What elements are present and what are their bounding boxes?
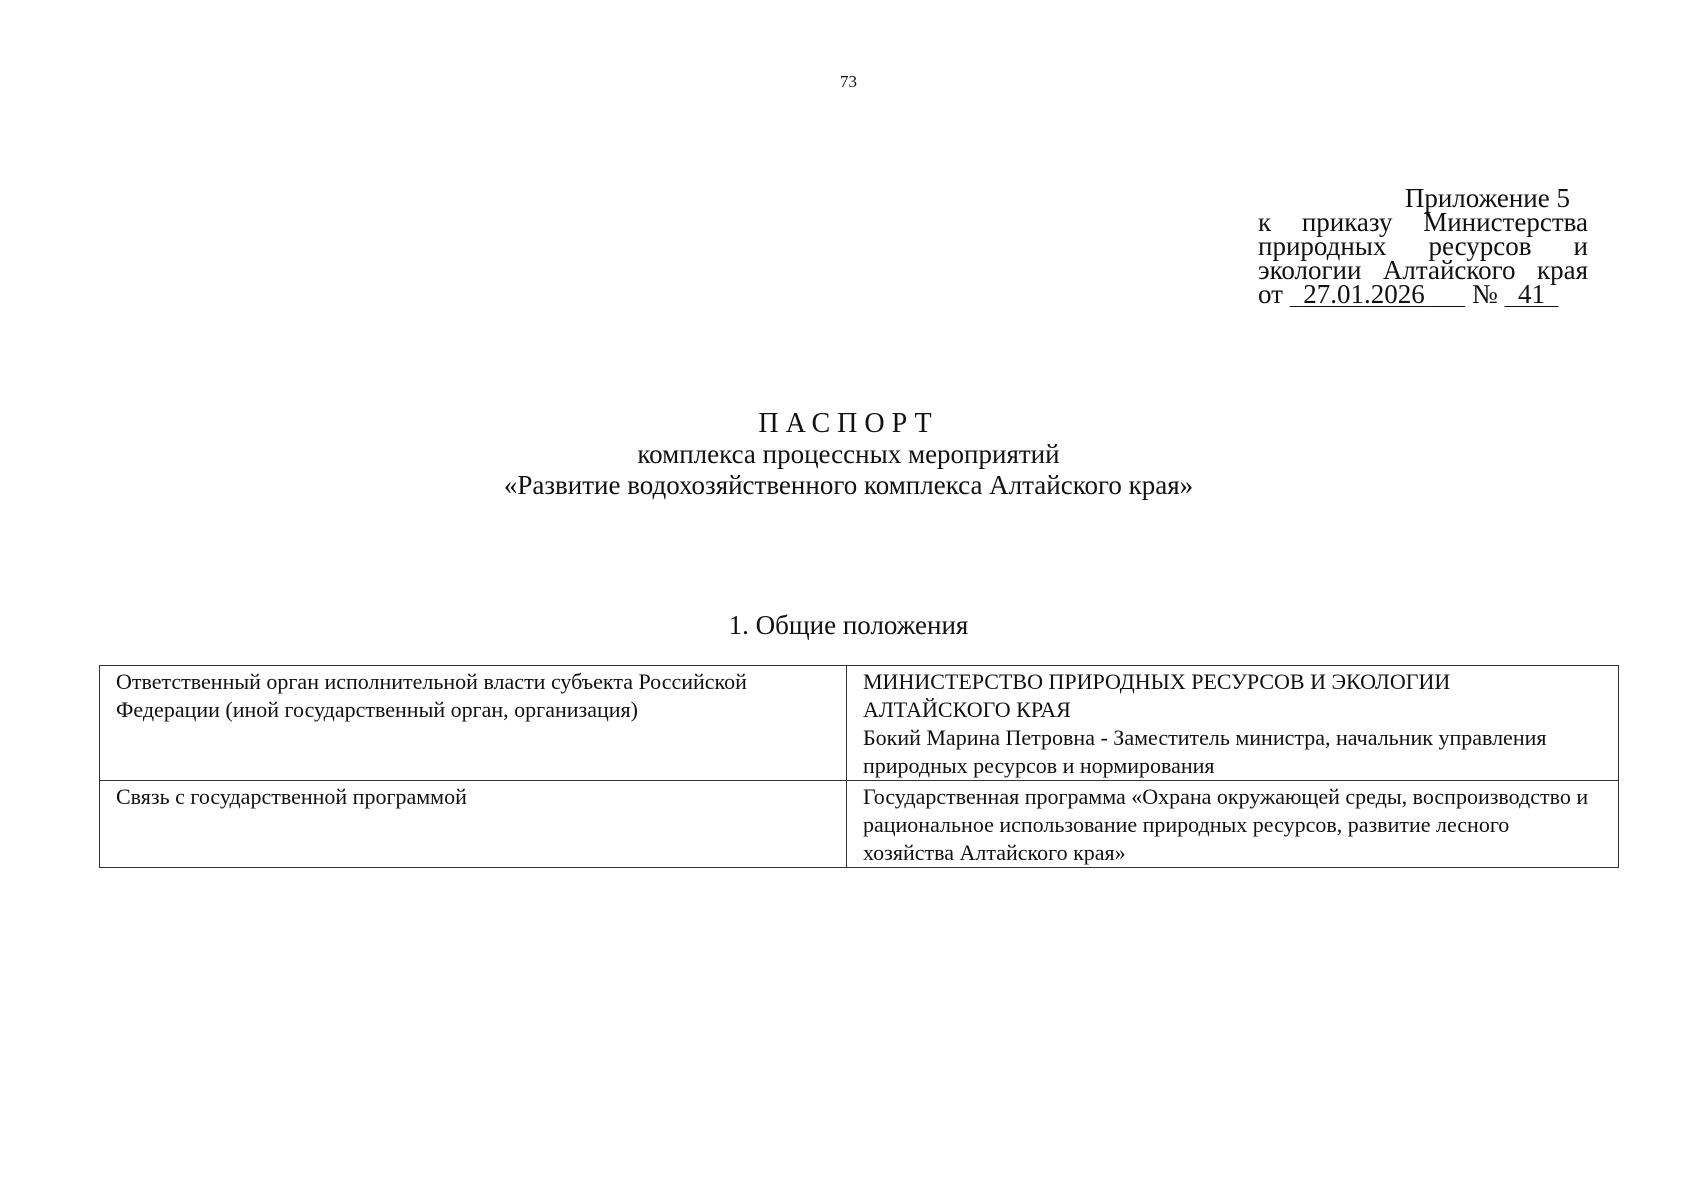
passport-heading: ПАСПОРТ	[758, 408, 939, 439]
responsible-organization: МИНИСТЕРСТВО ПРИРОДНЫХ РЕСУРСОВ И ЭКОЛОГИИ АЛТАЙСКОГО КРАЯ	[863, 669, 1451, 722]
general-provisions-table	[99, 665, 1619, 868]
appendix-block	[1258, 183, 1588, 309]
table-row	[100, 781, 1619, 868]
order-number-value: 41	[1517, 279, 1545, 309]
table-row	[100, 666, 1619, 781]
table-cell-label: Связь с государственной программой	[100, 781, 847, 868]
appendix-date-line	[1258, 279, 1588, 309]
passport-subtitle: комплекса процессных мероприятий	[637, 439, 1060, 469]
order-number	[1504, 279, 1558, 309]
appendix-order-line: к приказу Министерства	[1258, 207, 1588, 237]
responsible-person: Бокий Марина Петровна - Заместитель министра, начальник управления природных ресурсов и нормирования	[863, 725, 1547, 778]
appendix-title: Приложение 5	[1404, 183, 1570, 213]
passport-name: «Развитие водохозяйственного комплекса Алтайского края»	[503, 470, 1194, 500]
order-date	[1290, 279, 1466, 309]
appendix-ecology-line: экологии Алтайского края	[1258, 255, 1588, 285]
table-cell-label: Ответственный орган исполнительной власти субъекта Российской Федерации (иной государственный орган, организация)	[100, 666, 847, 781]
date-prefix: от	[1258, 279, 1283, 309]
table-cell-value	[847, 666, 1619, 781]
number-sign: №	[1471, 279, 1498, 309]
page-number: 73	[840, 72, 857, 91]
document-title	[0, 408, 1697, 501]
section-heading: 1. Общие положения	[728, 610, 969, 640]
appendix-ministry-line: природных ресурсов и	[1258, 231, 1588, 261]
order-date-value: 27.01.2026	[1303, 279, 1425, 309]
table-cell-value: Государственная программа «Охрана окружающей среды, воспроизводство и рациональное использование природных ресурсов, развитие лесного хозяйства Алтайского края»	[847, 781, 1619, 868]
